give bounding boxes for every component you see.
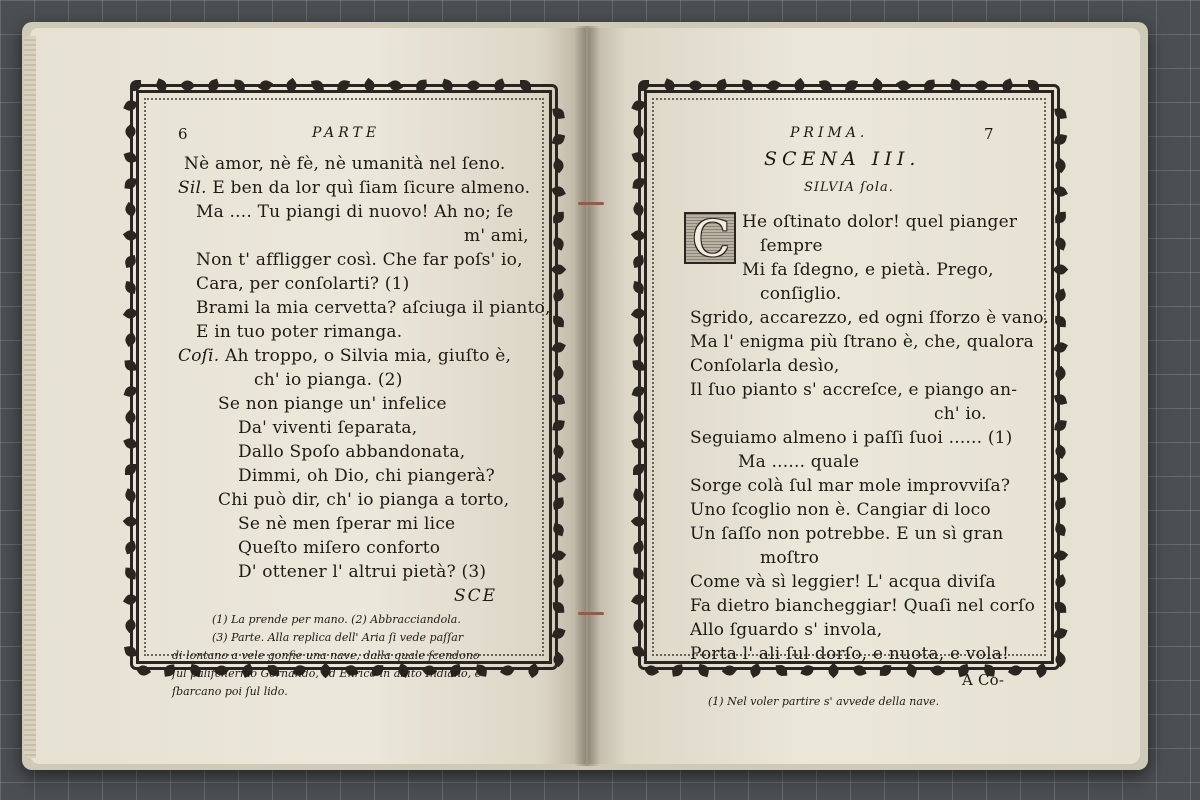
verse-line: Queſto miſero conforto: [238, 538, 441, 558]
footnote-line: (3) Parte. Alla replica dell' Aria ſi vede paſſar: [212, 631, 464, 644]
vine-leaf: [776, 665, 788, 677]
page-number: 7: [984, 125, 994, 143]
vine-leaf: [1028, 80, 1039, 91]
footnote-line: (1) La prende per mano. (2) Abbracciandola.: [212, 613, 461, 626]
footnote-line: di lontano a vele gonfie una nave, dalla quale ſcendono: [172, 649, 480, 662]
verse-line: m' ami,: [464, 226, 529, 246]
verse-line: Porta l' ali ſul dorſo, e nuota, e vola!: [690, 644, 1010, 664]
verse-line: Fa dietro biancheggiar! Quaſi nel corſo: [690, 596, 1036, 616]
verse-line: Chi può dir, ch' io pianga a torto,: [218, 490, 510, 510]
vine-leaf: [520, 80, 531, 91]
vine-leaf: [553, 316, 565, 328]
verse-line: Da' viventi ſeparata,: [238, 418, 418, 438]
binding-thread: [578, 202, 604, 205]
verse-line: Brami la mia cervetta? aſciuga il pianto,: [196, 298, 551, 318]
right-page: [588, 28, 1140, 764]
vine-leaf: [553, 212, 565, 224]
verse-line: Un ſaſſo non potrebbe. E un sì gran: [690, 524, 1004, 544]
verse-line: E in tuo poter rimanga.: [196, 322, 403, 342]
catchword: SCE: [454, 586, 498, 606]
verse-line: Coſi. Ah troppo, o Silvia mia, giuſto è,: [178, 346, 512, 366]
running-head: PRIMA.: [790, 125, 869, 141]
verse-line: Dallo Spoſo abbandonata,: [238, 442, 466, 462]
verse-line: Ma l' enigma più ſtrano è, che, qualora: [690, 332, 1034, 352]
verse-line: conſiglio.: [760, 284, 842, 304]
verse-line: Ma ...... quale: [738, 452, 860, 472]
verse-line: Cara, per conſolarti? (1): [196, 274, 410, 294]
left-page: [30, 28, 586, 764]
binding-thread: [578, 612, 604, 615]
verse-line: ch' io.: [934, 404, 987, 424]
verse-line: Se nè men ſperar mi lice: [238, 514, 456, 534]
verse-line: D' ottener l' altrui pietà? (3): [238, 562, 487, 582]
verse-line: Se non piange un' infelice: [218, 394, 447, 414]
verse-line: Sorge colà ſul mar mole improvviſa?: [690, 476, 1011, 496]
vine-leaf: [1055, 212, 1067, 224]
vine-leaf: [671, 664, 684, 677]
catchword: A Co-: [962, 671, 1005, 689]
book-spine-gutter: [574, 26, 600, 766]
verse-line: Nè amor, nè fè, nè umanità nel ſeno.: [184, 154, 506, 174]
verse-line: Allo ſguardo s' invola,: [690, 620, 883, 640]
verse-line: Non t' affligger così. Che far poſs' io,: [196, 250, 523, 270]
initial-letter: C: [692, 210, 731, 268]
vine-leaf: [1054, 497, 1067, 510]
scene-title: SCENA III.: [764, 148, 921, 170]
vine-leaf: [552, 419, 565, 432]
verse-line: moſtro: [760, 548, 820, 568]
vine-leaf: [553, 602, 565, 614]
verse-line: Sgrido, accarezzo, ed ogni ſforzo è vano.: [690, 308, 1049, 328]
footnote-line: ſbarcano poi ſul lido.: [172, 685, 288, 698]
verse-line: Dimmi, oh Dio, chi piangerà?: [238, 466, 495, 486]
vine-leaf: [1055, 316, 1067, 328]
footnote-line: (1) Nel voler partire s' avvede della nave.: [708, 695, 940, 708]
verse-line: Ma .... Tu piangi di nuovo! Ah no; ſe: [196, 202, 514, 222]
vine-leaf: [1054, 419, 1067, 432]
verse-line: Il ſuo pianto s' accreſce, e piango an-: [690, 380, 1018, 400]
verse-line: Uno ſcoglio non è. Cangiar di loco: [690, 500, 991, 520]
open-book: [22, 22, 1148, 770]
vine-leaf: [880, 665, 892, 677]
verse-line: Seguiamo almeno i paſſi ſuoi ...... (1): [690, 428, 1013, 448]
verse-line: Conſolarla desìo,: [690, 356, 840, 376]
verse-line: He oſtinato dolor! quel pianger: [742, 212, 1018, 232]
verse-line: Mi fa ſdegno, e pietà. Prego,: [742, 260, 994, 280]
verse-line: ſempre: [760, 236, 823, 256]
verse-line: ch' io pianga. (2): [254, 370, 403, 390]
verse-line: Come và sì leggier! L' acqua diviſa: [690, 572, 996, 592]
footnote-line: ſul paliſchermo Gernando, ed Enrico in abito Indiano, e: [172, 667, 482, 680]
verse-line: Sil. E ben da lor quì ſiam ſicure almeno.: [178, 178, 531, 198]
character-heading: SILVIA ſola.: [804, 180, 894, 195]
vine-leaf: [552, 497, 565, 510]
vine-leaf: [1055, 602, 1067, 614]
engraved-initial: [684, 210, 736, 268]
page-number: 6: [178, 125, 188, 143]
running-head: PARTE: [312, 125, 381, 141]
